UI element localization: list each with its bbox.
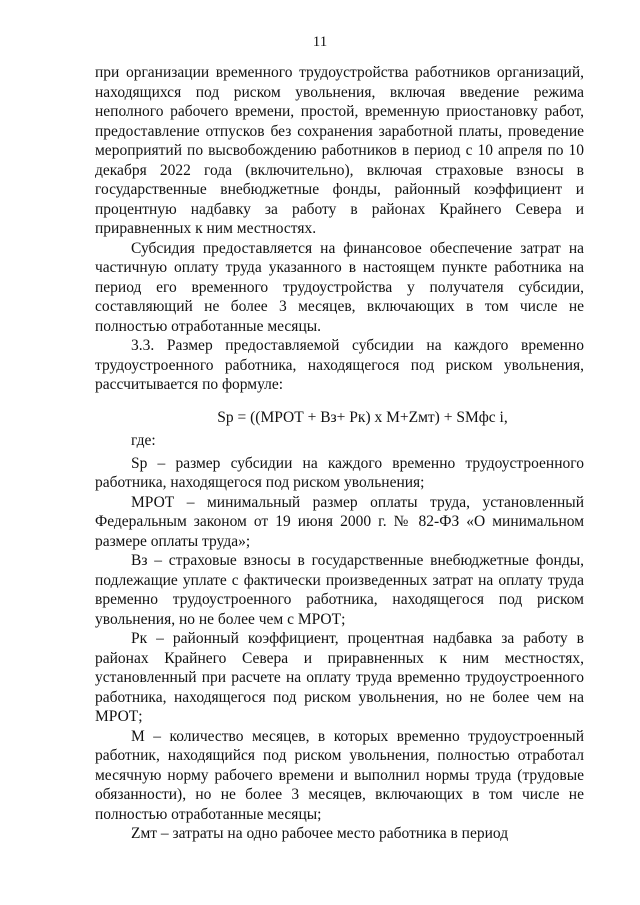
paragraph-3-3-subsidy-size: 3.3. Размер предоставляемой субсидии на каждого временно трудоустроенного работника, находящегося под риском увольнения, рассчитывается по формуле: (95, 337, 584, 393)
definition-zmt: Zмт – затраты на одно рабочее место работника в период (131, 825, 509, 842)
definition-mrot: МРОТ – минимальный размер оплаты труда, установленный Федеральным законом от 19 июня 2000 г. № 82-ФЗ «О минимальном размере оплаты труда»; (95, 493, 584, 550)
subsidy-formula: Sp = ((МРОТ + Вз+ Рк) х М+Zмт) + SМфс i, (217, 408, 508, 426)
document-body (95, 63, 584, 844)
definition-vz: Вз – страховые взносы в государственные внебюджетные фонды, подлежащие уплате с фактически произведенных затрат на оплату труда временно трудоустроенного работника, находящегося под риском увольнения, но не более чем с МРОТ; (95, 552, 584, 628)
paragraph-continuation: при организации временного трудоустройства работников организаций, находящихся под риском увольнения, включая введение режима неполного рабочего времени, простой, временную приостановку работ, предоставление отпусков без сохранения заработной платы, проведение мероприятий по высвобождению работников в период с 10 апреля по 10 декабря 2022 года (включительно), включая страховые взносы в государственные внебюджетные фонды, районный коэффициент и процентную надбавку за работу в районах Крайнего Севера и приравненных к ним местностях. (95, 64, 584, 237)
paragraph-subsidy-purpose: Субсидия предоставляется на финансовое обеспечение затрат на частичную оплату труда указанного в настоящем пункте работника на период его временного трудоустройства у получателя субсидии, составляющий не более 3 месяцев, включающих в том числе не полностью отработанные месяцы. (95, 239, 584, 335)
definition-m: М – количество месяцев, в которых временно трудоустроенный работник, находящийся под риском увольнения, полностью отработал месячную норму рабочего времени и выполнил нормы труда (трудовые обязанности), но не более 3 месяцев, включающих в том числе не полностью отработанные месяцы; (95, 727, 584, 823)
formula-where-label: где: (131, 432, 156, 449)
definition-rk: Рк – районный коэффициент, процентная надбавка за работу в районах Крайнего Севера и приравненных к ним местностях, установленный при расчете на оплату труда временно трудоустроенного работника, находящегося под риском увольнения, но не более чем на МРОТ; (95, 630, 584, 725)
definition-sp: Sp – размер субсидии на каждого временно трудоустроенного работника, находящегося под риском увольнения; (95, 454, 584, 491)
page-number: 11 (312, 34, 328, 50)
